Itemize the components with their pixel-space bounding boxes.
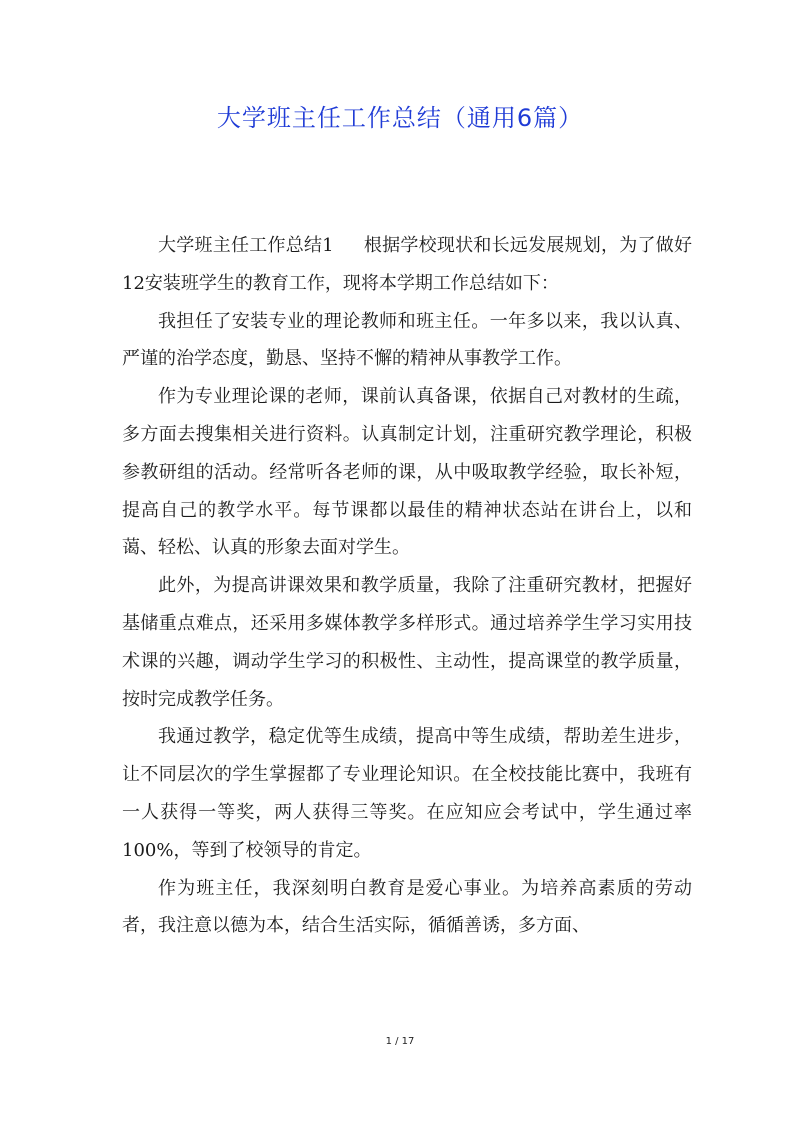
paragraph-4: 此外，为提高讲课效果和教学质量，我除了注重研究教材，把握好基储重点难点，还采用多媒体教学多样形式。通过培养学生学习实用技术课的兴趣，调动学生学习的积极性、主动性，提高课堂的教学质量，按时完成教学任务。 — [122, 575, 692, 710]
document-title: 大学班主任工作总结（通用6篇） — [216, 104, 584, 132]
page-number: 1 / 17 — [385, 1036, 415, 1047]
paragraph-6: 作为班主任，我深刻明白教育是爱心事业。为培养高素质的劳动者，我注意以德为本，结合生活实际，循循善诱，多方面、 — [122, 877, 692, 937]
document-body — [122, 227, 692, 945]
paragraph-5: 我通过教学，稳定优等生成绩，提高中等生成绩，帮助差生进步，让不同层次的学生掌握都了专业理论知识。在全校技能比赛中，我班有一人获得一等奖，两人获得三等奖。在应知应会考试中，学生通过率100%，等到了校领导的肯定。 — [122, 726, 692, 861]
paragraph-3: 作为专业理论课的老师，课前认真备课，依据自己对教材的生疏，多方面去搜集相关进行资料。认真制定计划，注重研究教学理论，积极参教研组的活动。经常听各老师的课，从中吸取教学经验，取长补短，提高自己的教学水平。每节课都以最佳的精神状态站在讲台上，以和蔼、轻松、认真的形象去面对学生。 — [122, 386, 692, 559]
paragraph-text: 根据学校现状和长远发展规划，为了做好12安装班学生的教育工作，现将本学期工作总结如下： — [122, 235, 693, 294]
paragraph-1 — [122, 227, 692, 303]
section-heading: 大学班主任工作总结1 — [158, 235, 334, 256]
paragraph-2: 我担任了安装专业的理论教师和班主任。一年多以来，我以认真、严谨的治学态度，勤恳、坚持不懈的精神从事教学工作。 — [122, 310, 692, 370]
